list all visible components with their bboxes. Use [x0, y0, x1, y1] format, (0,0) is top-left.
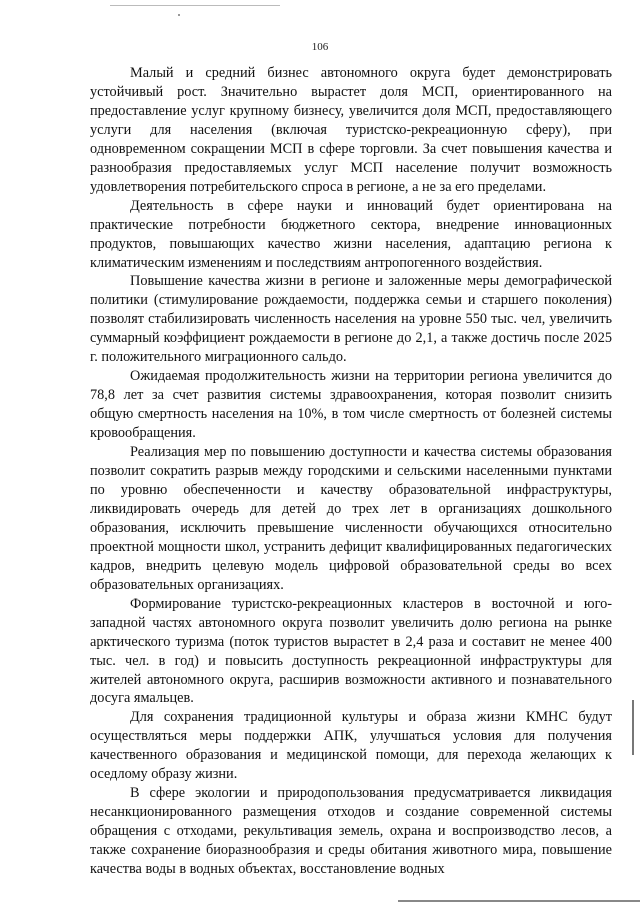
scan-artifact-bottom-line	[398, 900, 640, 902]
document-body	[90, 64, 612, 879]
paragraph-ecology: В сфере экологии и природопользования предусматривается ликвидация несанкционированного размещения отходов и создание современной системы обращения с отходами, рекультивация земель, охрана и воспроизводство лесов, а также сохранение биоразнообразия и среды обитания животного мира, повышение качества воды в водных объектах, восстановление водных	[90, 785, 612, 878]
paragraph-tourism: Формирование туристско-рекреационных кластеров в восточной и юго-западной частях автономного округа позволит увеличить долю региона на рынке арктического туризма (поток туристов вырастет в 2,4 раза и составит не менее 400 тыс. чел. в год) и повысить доступность рекреационной инфраструктуры для жителей автономного округа, расширив возможности активного и познавательного досуга ямальцев.	[90, 595, 612, 707]
paragraph-demography: Повышение качества жизни в регионе и заложенные меры демографической политики (стимулирование рождаемости, поддержка семьи и старшего поколения) позволят стабилизировать численность населения на уровне 550 тыс. чел, увеличить суммарный коэффициент рождаемости в регионе до 2,1, а также достичь после 2025 г. положительного миграционного сальдо.	[90, 273, 612, 366]
paragraph-indigenous-culture: Для сохранения традиционной культуры и образа жизни КМНС будут осуществляться меры поддержки АПК, улучшаться условия для получения качественного образования и медицинской помощи, для перехода желающих к оседлому образу жизни.	[90, 709, 612, 783]
paragraph-small-business: Малый и средний бизнес автономного округа будет демонстрировать устойчивый рост. Значительно вырастет доля МСП, ориентированного на предоставление услуг крупному бизнесу, увеличится доля МСП, предоставляющего услуги для населения (включая туристско-рекреационную сферу), при одновременном сокращении МСП в сфере торговли. За счет повышения качества и разнообразия предоставляемых услуг МСП население получит возможность удовлетворения потребительского спроса в регионе, а не за его пределами.	[90, 65, 612, 195]
page-number: 106	[311, 41, 329, 53]
paragraph-education: Реализация мер по повышению доступности и качества системы образования позволит сократить разрыв между городскими и сельскими населенными пунктами по уровню обеспеченности и качеству образовательной инфраструктуры, ликвидировать очередь для детей до трех лет в организациях дошкольного образования, исключить превышение численности обучающихся относительно проектной мощности школ, устранить дефицит квалифицированных педагогических кадров, внедрить целевую модель цифровой образовательной среды во всех образовательных организациях.	[90, 444, 612, 593]
scan-artifact-top-line	[110, 5, 280, 6]
paragraph-life-expectancy: Ожидаемая продолжительность жизни на территории региона увеличится до 78,8 лет за счет развития системы здравоохранения, которая позволит снизить общую смертность населения на 10%, в том числе смертность от болезней системы кровообращения.	[90, 368, 612, 442]
paragraph-science-innovation: Деятельность в сфере науки и инноваций будет ориентирована на практические потребности бюджетного сектора, внедрение инновационных продуктов, повышающих качество жизни населения, адаптацию региона к климатическим изменениям и последствиям антропогенного воздействия.	[90, 197, 612, 271]
scan-artifact-dot	[178, 14, 180, 16]
scan-artifact-right-edge	[632, 700, 634, 755]
